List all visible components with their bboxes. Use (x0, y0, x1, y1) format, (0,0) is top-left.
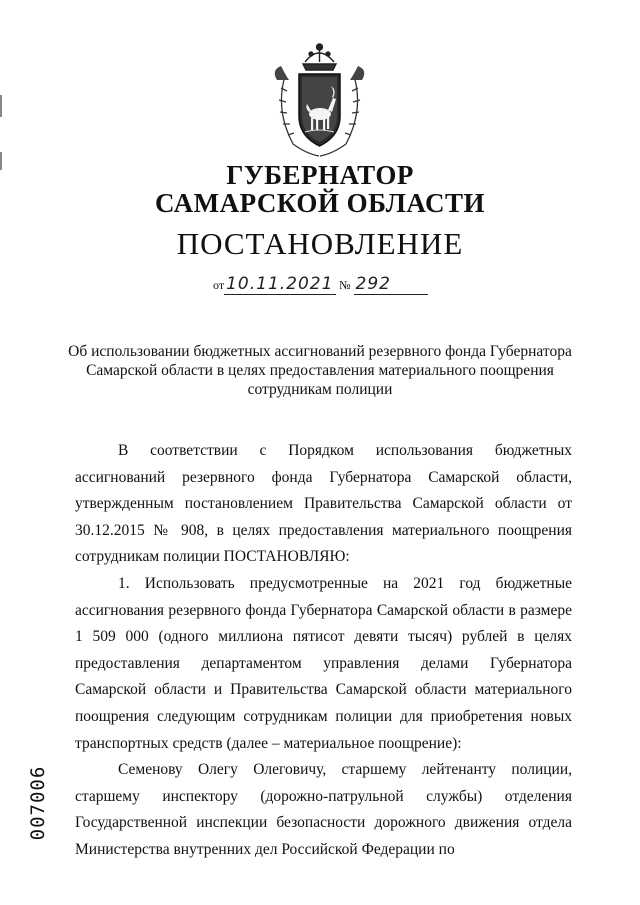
body-paragraph-recipient: Семенову Олегу Олеговичу, старшему лейтенанту полиции, старшему инспектору (дорожно-патрульной службы) отделения Государственной инспекции безопасности дорожного движения отдела Министерства внутренних дел Российской Федерации по (75, 761, 572, 858)
document-type-heading: ПОСТАНОВЛЕНИЕ (176, 226, 464, 261)
document-number: 292 (355, 274, 391, 294)
date-prefix: от (213, 278, 225, 292)
document-body (75, 438, 572, 864)
document-subject: Об использовании бюджетных ассигнований резервного фонда Губернатора Самарской области в целях предоставления материального поощрения сотрудникам полиции (68, 343, 572, 398)
body-paragraph-preamble: В соответствии с Порядком использования бюджетных ассигнований резервного фонда Губернатора Самарской области, утвержденным постановлением Правительства Самарской области от 30.12.2015 № 908, в целях предоставления материального поощрения сотрудникам полиции ПОСТАНОВЛЯЮ: (75, 442, 572, 566)
document-date: 10.11.2021 (226, 274, 334, 294)
issuer-title-line2: САМАРСКОЙ ОБЛАСТИ (154, 188, 486, 218)
issuer-title-line1: ГУБЕРНАТОР (226, 160, 414, 190)
document-date-number-line (213, 274, 428, 295)
side-registration-number (27, 765, 49, 841)
number-prefix: № (339, 278, 351, 292)
side-number-text: 007006 (27, 765, 49, 841)
body-paragraph-item-1: 1. Использовать предусмотренные на 2021 год бюджетные ассигнования резервного фонда Губернатора Самарской области в размере 1 509 000 (одного миллиона пятисот девяти тысяч) рублей в целях предоставления департаментом управления делами Губернатора Самарской области и Правительства Самарской области материального поощрения следующим сотрудникам полиции для приобретения новых транспортных средств (далее – материальное поощрение): (75, 574, 572, 752)
coat-of-arms-emblem (267, 40, 372, 158)
margin-mark-top (0, 95, 2, 117)
